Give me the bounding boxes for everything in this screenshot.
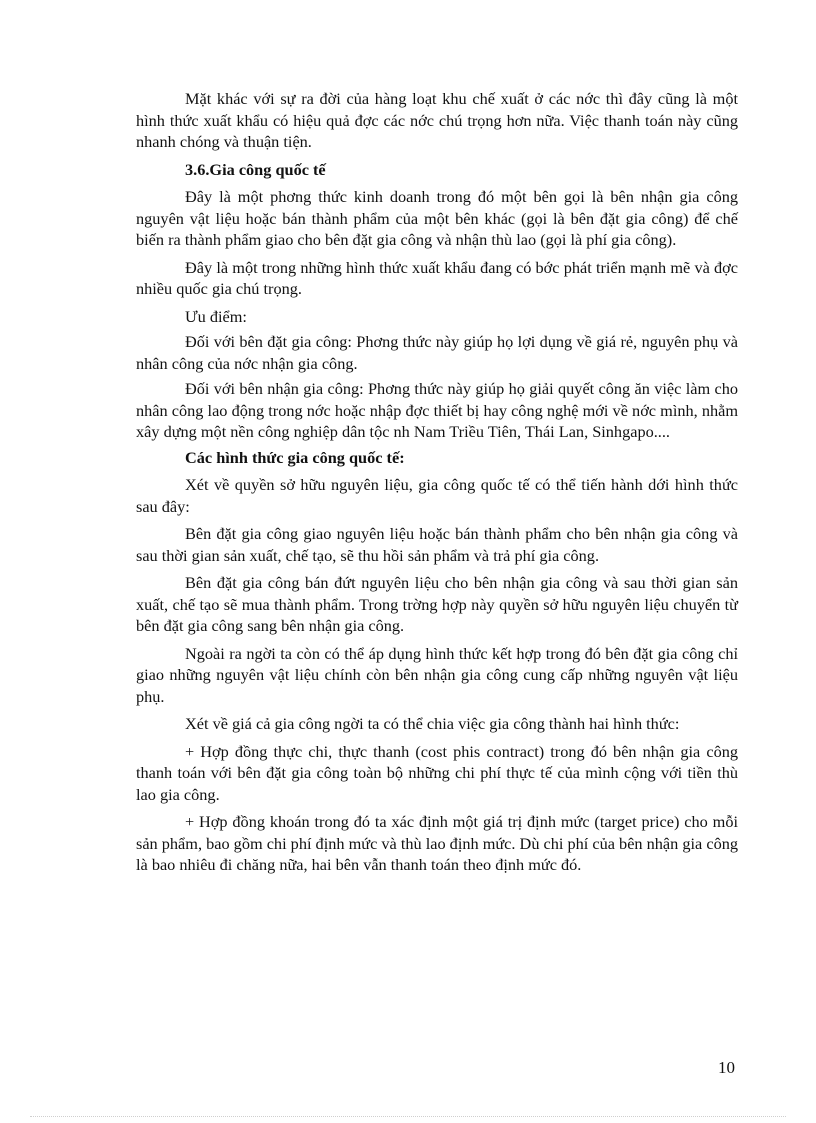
document-page — [136, 88, 738, 882]
paragraph-advantages-label: Ưu điểm: — [185, 306, 247, 326]
paragraph-fixed-price-contract: + Hợp đồng khoán trong đó ta xác định một giá trị định mức (target price) cho mỗi sản phẩm, bao gồm chi phí định mức và thù lao định mức. Dù chi phí của bên nhận gia công là bao nhiêu đi chăng nữa, hai bên vẫn thanh toán theo định mức đó. — [136, 812, 738, 874]
paragraph-form-one: Bên đặt gia công giao nguyên liệu hoặc bán thành phẩm cho bên nhận gia công và sau thời gian sản xuất, chế tạo, sẽ thu hồi sản phẩm và trả phí gia công. — [136, 524, 738, 565]
paragraph-growth: Đây là một trong những hình thức xuất khẩu đang có bớc phát triển mạnh mẽ và đợc nhiều quốc gia chú trọng. — [136, 257, 738, 298]
paragraph-form-combined: Ngoài ra ngời ta còn có thể áp dụng hình thức kết hợp trong đó bên đặt gia công chỉ giao những nguyên vật liệu chính còn bên nhận gia công cung cấp những nguyên vật liệu phụ. — [136, 643, 738, 706]
section-heading: 3.6.Gia công quốc tế — [185, 159, 326, 179]
page-number: 10 — [718, 1058, 735, 1077]
paragraph-cost-plus-contract: + Hợp đồng thực chi, thực thanh (cost phis contract) trong đó bên nhận gia công thanh toán với bên đặt gia công toàn bộ những chi phí thực tế của mình cộng với tiền thù lao gia công. — [136, 741, 738, 804]
forms-heading-colon: : — [399, 447, 405, 467]
paragraph-price-forms: Xét về giá cả gia công ngời ta có thể chia việc gia công thành hai hình thức: — [185, 714, 680, 733]
paragraph-advantage-orderer: Đối với bên đặt gia công: Phơng thức này giúp họ lợi dụng về giá rẻ, nguyên phụ và nhân công của nớc nhận gia công. — [136, 332, 738, 373]
forms-heading-text: Các hình thức gia công quốc tế — [185, 447, 400, 467]
page-bottom-rule — [30, 1116, 786, 1117]
paragraph-definition: Đây là một phơng thức kinh doanh trong đó một bên gọi là bên nhận gia công nguyên vật liệu hoặc bán thành phẩm của một bên khác (gọi là bên đặt gia công) để chế biến ra thành phẩm giao cho bên đặt gia công và nhận thù lao (gọi là phí gia công). — [136, 187, 738, 249]
paragraph-export-processing-zones: Mặt khác với sự ra đời của hàng loạt khu chế xuất ở các nớc thì đây cũng là một hình thức xuất khẩu có hiệu quả đợc các nớc chú trọng hơn nữa. Việc thanh toán này cũng nhanh chóng và thuận tiện. — [136, 89, 738, 151]
paragraph-ownership: Xét về quyền sở hữu nguyên liệu, gia công quốc tế có thể tiến hành dới hình thức sau đây: — [136, 475, 738, 516]
forms-heading — [136, 447, 738, 469]
paragraph-advantage-processor: Đối với bên nhận gia công: Phơng thức này giúp họ giải quyết công ăn việc làm cho nhân công lao động trong nớc hoặc nhập đợc thiết bị hay công nghệ mới về nớc mình, nhằm xây dựng một nền công nghiệp dân tộc nh Nam Triều Tiên, Thái Lan, Sinhgapo.... — [136, 379, 738, 441]
paragraph-form-two: Bên đặt gia công bán đứt nguyên liệu cho bên nhận gia công và sau thời gian sản xuất, chế tạo sẽ mua thành phẩm. Trong trờng hợp này quyền sở hữu nguyên liệu chuyển từ bên đặt gia công sang bên nhận gia công. — [136, 573, 738, 635]
